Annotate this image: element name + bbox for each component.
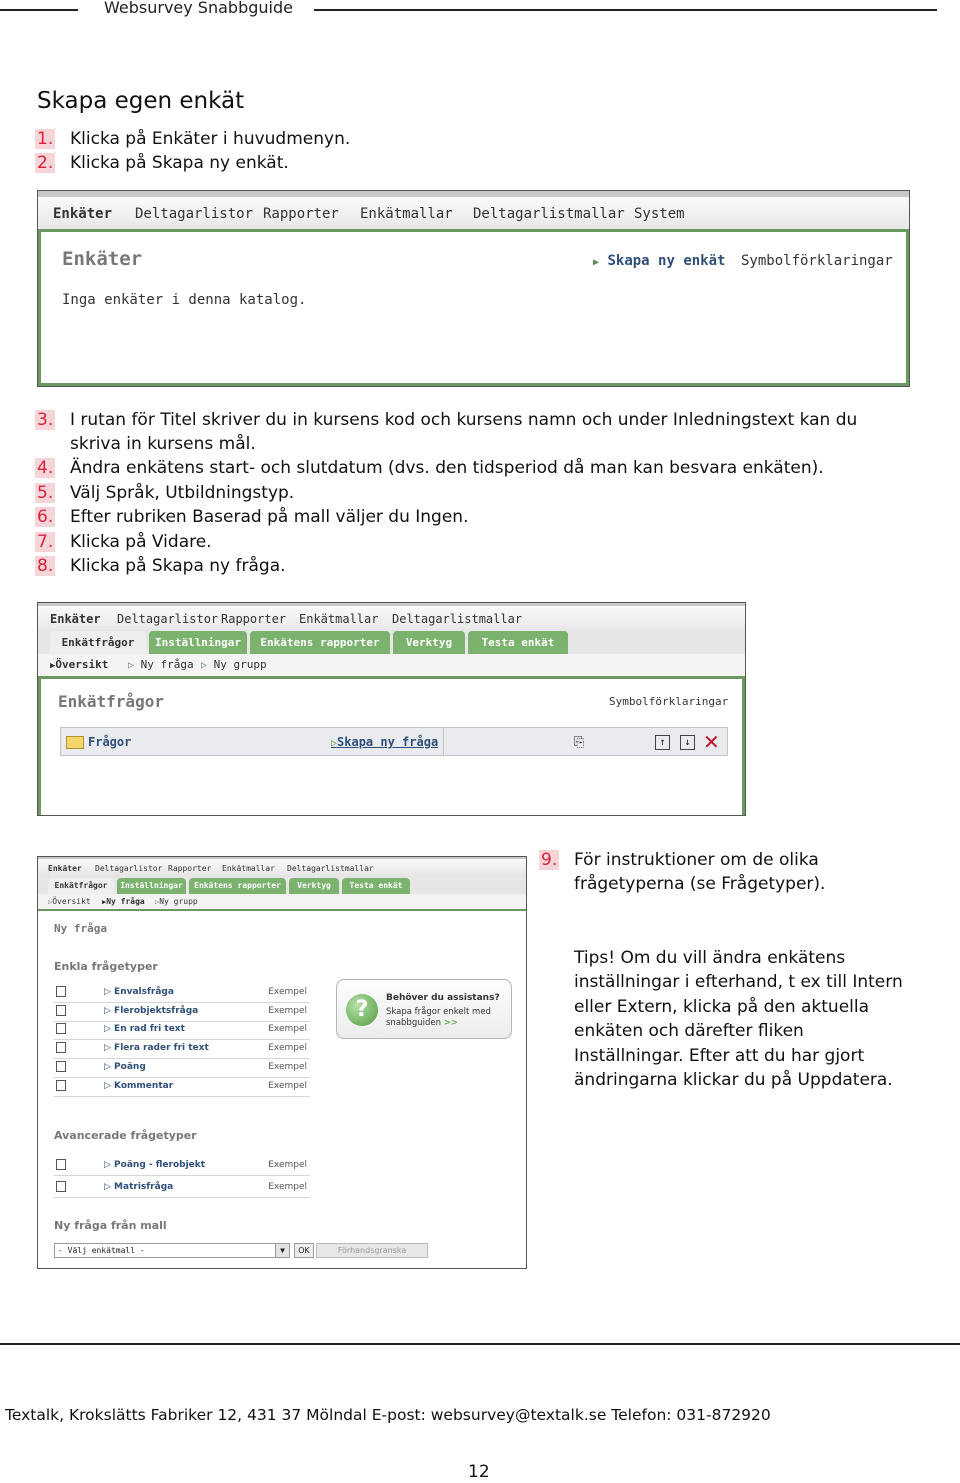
delete-icon[interactable]: ✕ (703, 730, 720, 754)
example-link[interactable]: Exempel (268, 987, 307, 997)
step-7: 7. Klicka på Vidare. (37, 532, 212, 552)
question-type-icon (56, 986, 66, 997)
menu-deltagarlistor[interactable]: Deltagarlistor (95, 864, 163, 873)
question-type-label[interactable]: ▷ Flera rader fri text (104, 1043, 209, 1054)
question-type-label[interactable]: ▷ Matrisfråga (104, 1182, 174, 1192)
symbols-link[interactable]: Symbolförklaringar (609, 695, 729, 708)
step-5: 5. Välj Språk, Utbildningstyp. (37, 483, 295, 503)
question-type-icon (56, 1181, 66, 1192)
menu-enkater[interactable]: Enkäter (50, 612, 101, 626)
section-title: Skapa egen enkät (37, 88, 245, 114)
example-link[interactable]: Exempel (268, 1005, 307, 1016)
triangle-right-icon: ▶ (593, 257, 600, 268)
page-title: Enkätfrågor (58, 692, 164, 711)
folder-icon (66, 736, 84, 749)
advanced-types-title: Avancerade frågetyper (54, 1129, 197, 1142)
question-type-label[interactable]: ▷ Poäng - flerobjekt (104, 1160, 206, 1170)
symbols-link[interactable]: Symbolförklaringar (741, 253, 893, 269)
page-title: Enkäter (62, 248, 143, 270)
empty-message: Inga enkäter i denna katalog. (62, 292, 307, 308)
example-link[interactable]: Exempel (268, 1160, 307, 1170)
question-type-row[interactable] (54, 1157, 310, 1176)
menu-enkatmallar[interactable]: Enkätmallar (299, 612, 379, 626)
question-type-row[interactable] (54, 984, 310, 1003)
screenshot-survey-list (37, 190, 910, 387)
menu-deltagarlistor[interactable]: Deltagarlistor (117, 612, 219, 626)
menu-enkater[interactable]: Enkäter (53, 206, 113, 222)
page-title: Ny fråga (54, 922, 107, 935)
example-link[interactable]: Exempel (268, 1182, 307, 1192)
menu-enkatmallar[interactable]: Enkätmallar (360, 206, 453, 222)
tab-verktyg[interactable]: Verktyg (393, 631, 465, 654)
menu-rapporter[interactable]: Rapporter (168, 864, 212, 873)
question-type-icon (56, 1005, 66, 1016)
chevron-down-icon[interactable]: ▼ (275, 1244, 289, 1257)
menu-rapporter[interactable]: Rapporter (221, 612, 287, 626)
menu-deltagarlistmallar[interactable]: Deltagarlistmallar (287, 864, 374, 873)
tab-enkatfragor[interactable]: Enkätfrågor (50, 631, 146, 654)
step-6: 6. Efter rubriken Baserad på mall väljer du Ingen. (37, 507, 469, 527)
create-survey-link[interactable]: ▶ Skapa ny enkät (593, 253, 726, 269)
step-8: 8. Klicka på Skapa ny fråga. (37, 556, 286, 576)
example-link[interactable]: Exempel (268, 1061, 307, 1072)
move-up-icon[interactable]: ↑ (655, 735, 670, 750)
example-link[interactable]: Exempel (268, 1024, 307, 1035)
help-icon: ? (346, 994, 378, 1026)
footer-address: Textalk, Krokslätts Fabriker 12, 431 37 Mölndal E-post: websurvey@textalk.se Telefon: 031-872920 (5, 1406, 771, 1424)
example-link[interactable]: Exempel (268, 1043, 307, 1054)
step-9: 9. För instruktioner om de olika frågetyperna (se Frågetyper). (541, 850, 826, 895)
question-type-label[interactable]: ▷ Poäng (104, 1061, 146, 1072)
tab-installningar[interactable]: Inställningar (117, 878, 186, 894)
tips-text: Tips! Om du vill ändra enkätens inställningar i efterhand, t ex till Intern eller Extern, klicka på den aktuella enkäten och därefter fliken Inställningar. Efter att du har gjort ändringarna klickar du på Uppdatera. (574, 948, 903, 1091)
question-type-row[interactable] (54, 1078, 310, 1097)
footer-rule (0, 1343, 960, 1345)
create-question-link[interactable]: ▷Skapa ny fråga (331, 735, 439, 749)
question-type-label[interactable]: ▷ Envalsfråga (104, 987, 174, 997)
sub-oversikt[interactable]: ▶Översikt (50, 658, 109, 671)
question-type-row[interactable] (54, 1021, 310, 1040)
screenshot-survey-questions (37, 602, 746, 816)
header-rule-left (0, 9, 78, 11)
help-text: Skapa frågor enkelt med snabbguiden >> (386, 1007, 491, 1028)
menu-system[interactable]: System (634, 206, 685, 222)
page-number: 12 (468, 1462, 490, 1482)
template-title: Ny fråga från mall (54, 1219, 167, 1232)
menu-enkatmallar[interactable]: Enkätmallar (222, 864, 275, 873)
step-3: 3. I rutan för Titel skriver du in kursens kod och kursens namn och under Inledningstext kan du skriva in kursens mål. (37, 410, 858, 454)
header-title: Websurvey Snabbguide (104, 0, 293, 17)
question-type-icon (56, 1159, 66, 1170)
sub-oversikt[interactable]: ▷Översikt (48, 897, 91, 906)
tab-rapporter[interactable]: Enkätens rapporter (250, 631, 390, 654)
question-type-icon (56, 1023, 66, 1034)
menu-rapporter[interactable]: Rapporter (263, 206, 339, 222)
header-rule-right (314, 9, 937, 11)
help-title: Behöver du assistans? (386, 993, 500, 1003)
question-type-label[interactable]: ▷ Flerobjektsfråga (104, 1005, 199, 1016)
help-box[interactable] (336, 979, 512, 1039)
question-toolbar (60, 727, 728, 756)
menu-deltagarlistmallar[interactable]: Deltagarlistmallar (473, 206, 625, 222)
example-link[interactable]: Exempel (268, 1080, 307, 1091)
question-type-row[interactable] (54, 1059, 310, 1078)
menu-deltagarlistor[interactable]: Deltagarlistor (135, 206, 254, 222)
tab-installningar[interactable]: Inställningar (149, 631, 247, 654)
question-type-label[interactable]: ▷ Kommentar (104, 1080, 174, 1091)
question-type-icon (56, 1061, 66, 1072)
sub-ny-grupp[interactable]: ▷ Ny grupp (201, 658, 267, 671)
tab-verktyg[interactable]: Verktyg (289, 878, 339, 894)
move-down-icon[interactable]: ↓ (680, 735, 695, 750)
question-type-row[interactable] (54, 1040, 310, 1059)
tab-rapporter[interactable]: Enkätens rapporter (189, 878, 286, 894)
step-2: 2. Klicka på Skapa ny enkät. (37, 153, 289, 173)
simple-types-title: Enkla frågetyper (54, 960, 158, 973)
template-select[interactable]: - Välj enkätmall - ▼ (54, 1243, 290, 1258)
tab-enkatfragor[interactable]: Enkätfrågor (48, 878, 114, 894)
preview-button[interactable]: Förhandsgranska (316, 1243, 428, 1258)
tab-testa[interactable]: Testa enkät (342, 878, 410, 894)
question-type-row[interactable] (54, 1003, 310, 1022)
step-4: 4. Ändra enkätens start- och slutdatum (dvs. den tidsperiod då man kan besvara enkäten). (37, 458, 824, 478)
sub-ny-grupp[interactable]: ▷Ny grupp (155, 897, 198, 906)
question-type-icon (56, 1042, 66, 1053)
step-1: 1. Klicka på Enkäter i huvudmenyn. (37, 129, 351, 149)
question-type-label[interactable]: ▷ En rad fri text (104, 1024, 185, 1035)
ok-button[interactable]: OK (294, 1243, 314, 1258)
question-type-row[interactable] (54, 1179, 310, 1198)
menu-deltagarlistmallar[interactable]: Deltagarlistmallar (392, 612, 523, 626)
folder-label[interactable]: Frågor (88, 735, 132, 749)
copy-icon[interactable]: ⎘ (574, 735, 585, 750)
question-type-icon (56, 1080, 66, 1091)
tab-testa[interactable]: Testa enkät (468, 631, 568, 654)
sub-ny-fraga[interactable]: ▶Ny fråga (102, 897, 145, 906)
menu-enkater[interactable]: Enkäter (48, 864, 82, 873)
sub-ny-fraga[interactable]: ▷ Ny fråga (128, 658, 194, 671)
